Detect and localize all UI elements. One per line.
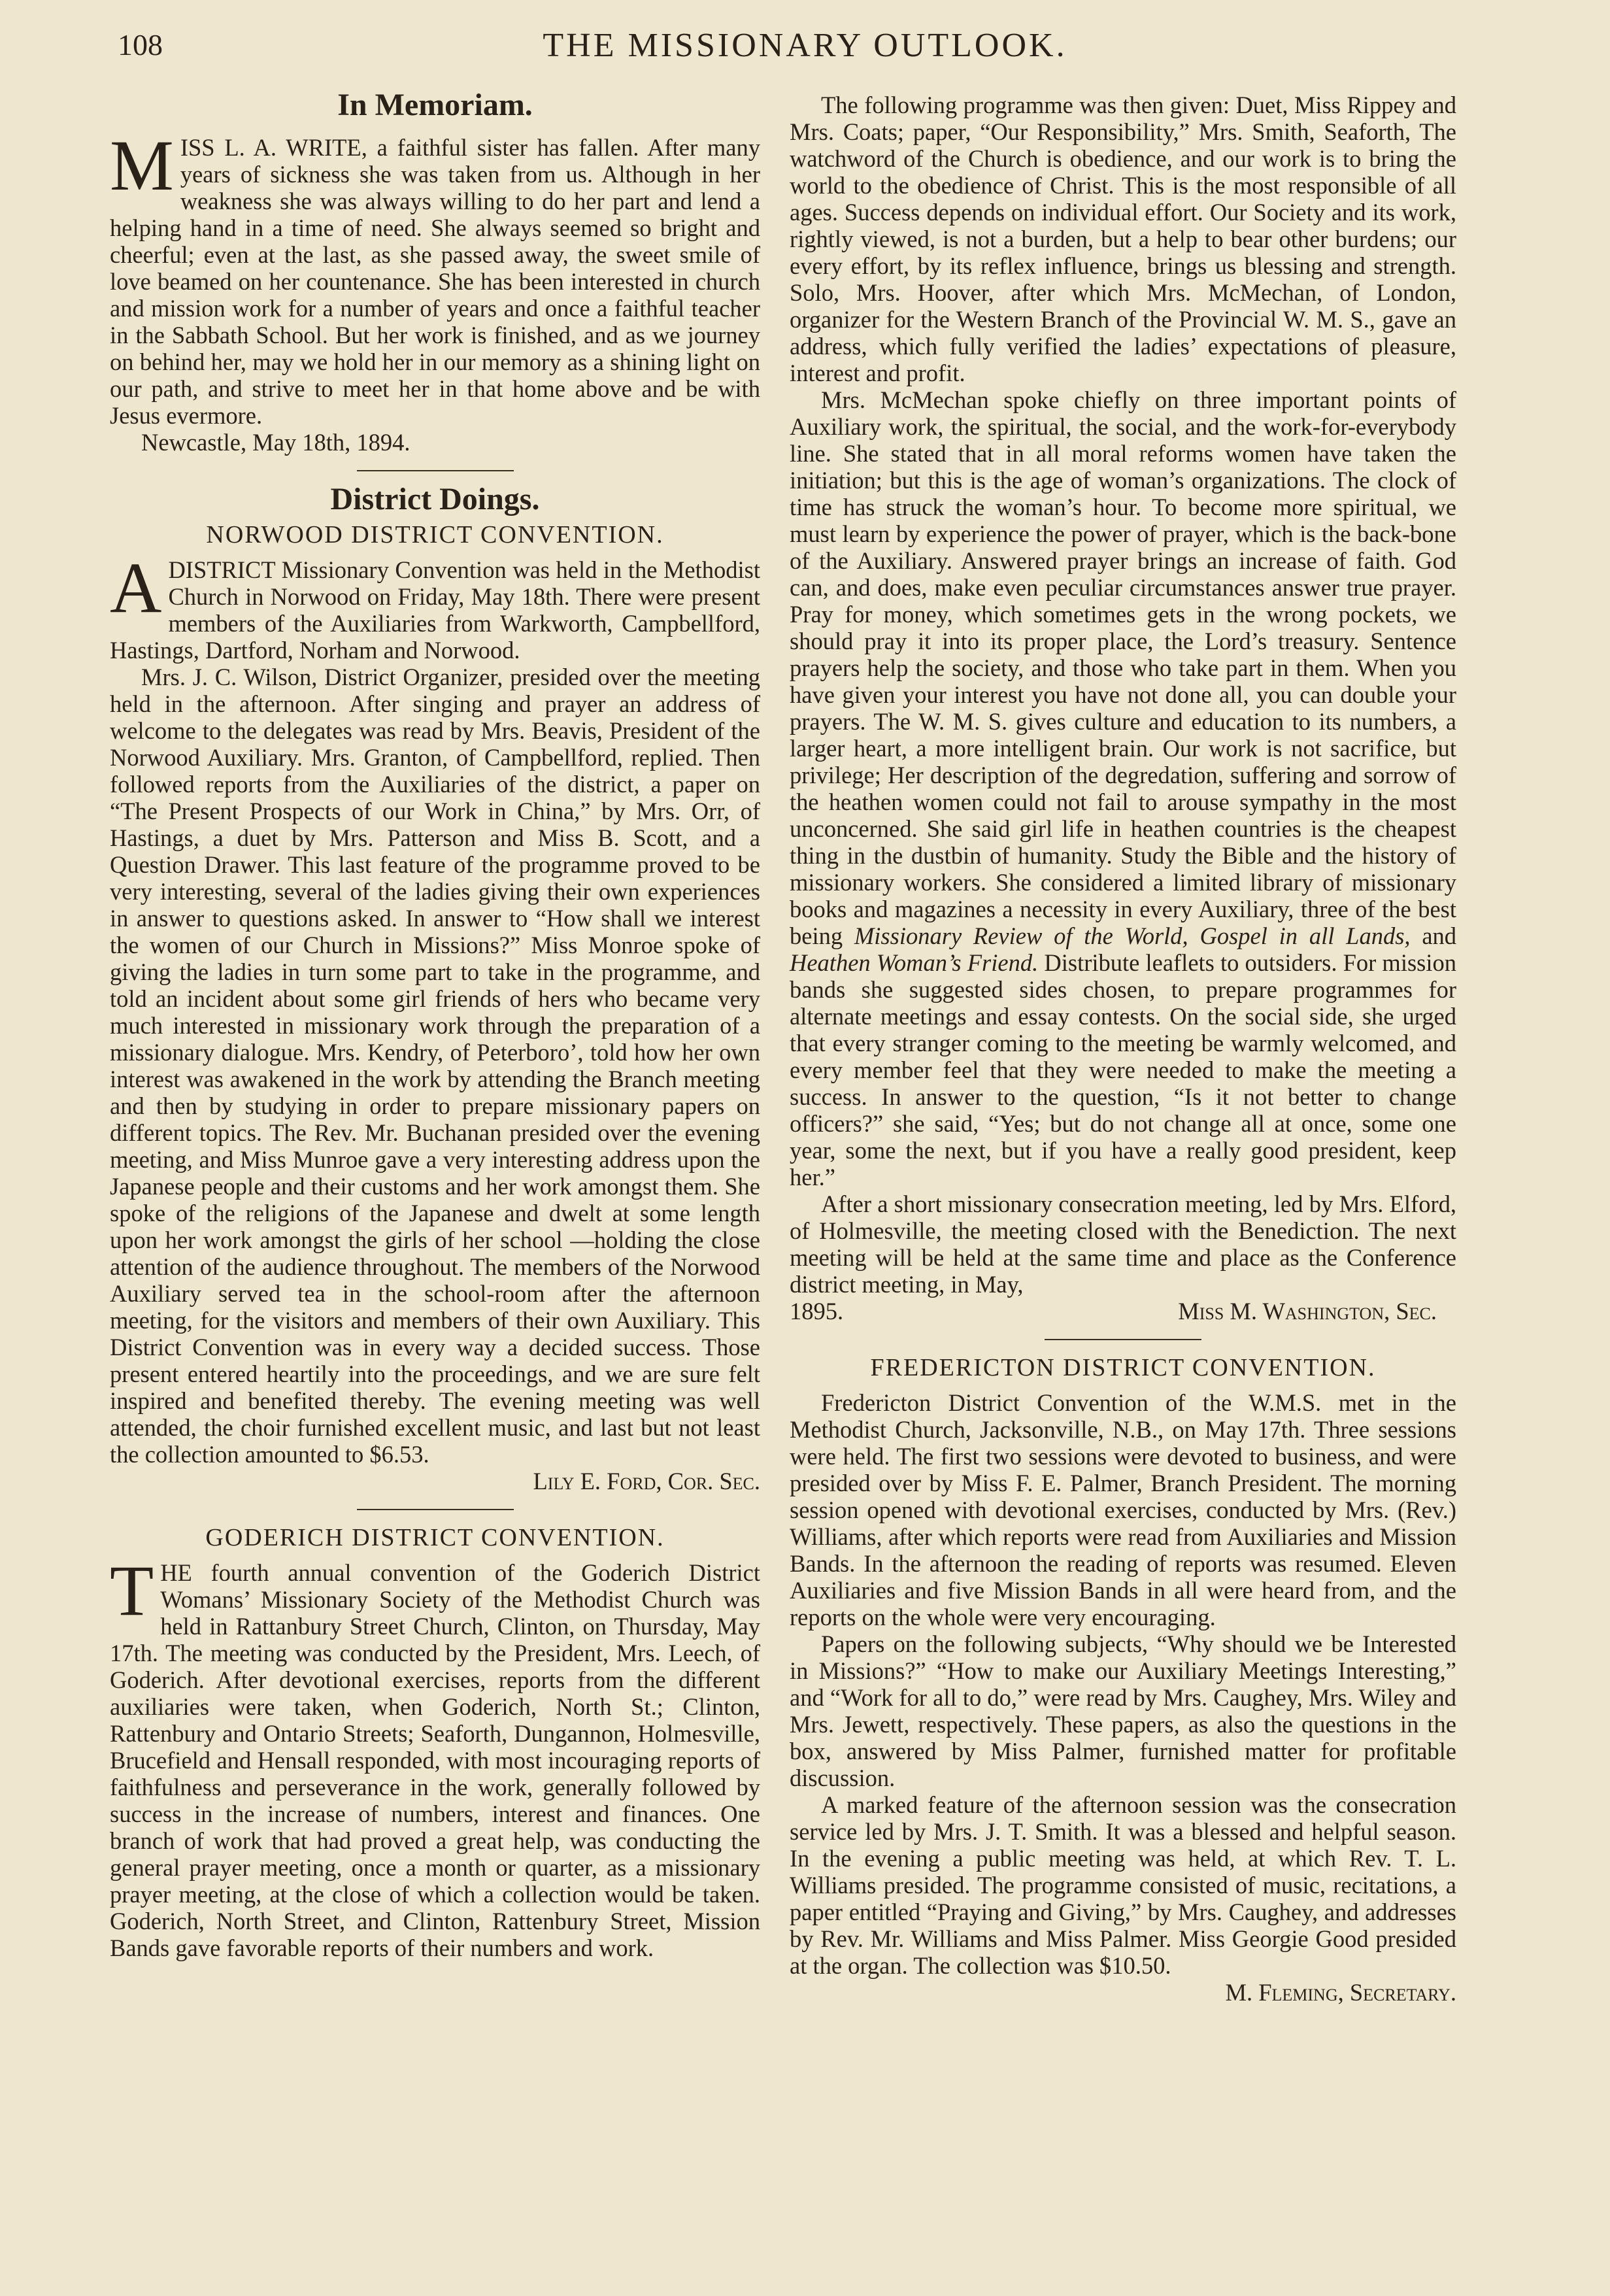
goderich-paragraph: The following programme was then given: Duet, Miss Rippey and Mrs. Coats; paper, “Our Responsibility,” Mrs. Smith, Seaforth, The watchword of the Church is obedience, and our work is to bring the world to the obedience of Christ. This is the most responsible of all ages. Success depends on individual effort. Our Society and its work, rightly viewed, is not a burden, but a help to bear other burdens; our every effort, by its reflex influence, brings us blessing and strength. Solo, Mrs. Hoover, after which Mrs. McMechan, of London, organizer for the Western Branch of the Provincial W. M. S., gave an address, which fully verified the ladies’ expectations of pleasure, interest and profit. xyxy=(790,92,1456,386)
goderich-signature: Miss M. Washington, Sec. xyxy=(1178,1298,1437,1325)
goderich-paragraph: Mrs. McMechan spoke chiefly on three important points of Auxiliary work, the spiritual, the social, and the work-for-everybody line. She stated that in all moral reforms women have taken the initiation; but this is the age of woman’s organizations. The clock of time has struck the woman’s hour. To become more spiritual, we must learn by experience the power of prayer, which is the back-bone of the Auxiliary. Answered prayer brings an increase of faith. God can, and does, make even peculiar circumstances answer true prayer. Pray for money, which sometimes gets in the wrong pockets, we should pray it into its proper place, the Lord’s treasury. Sentence prayers help the society, and those who take part in them. When you have given your interest you have not done all, you can double your prayers. The W. M. S. gives culture and education to its numbers, a larger heart, a more intelligent brain. Our work is not sacrifice, but privilege; Her description of the degredation, suffering and sorrow of the heathen women could not fail to arouse sympathy in the most unconcerned. She said girl life in heathen countries is the cheapest thing in the dustbin of humanity. Study the Bible and the history of missionary workers. She considered a limited library of missionary books and magazines a necessity in every Auxiliary, three of the best being Missionary Review of the World, Gospel in all Lands, and Heathen Woman’s Friend. Distribute leaflets to outsiders. For mission bands she suggested sides chosen, to prepare programmes for alternate meetings and essay contests. On the social side, she urged that every stranger coming to the meeting be warmly welcomed, and every member feel that they were needed to make the meeting a success. In answer to the question, “Is it not better to change officers?” she said, “Yes; but do not change all at once, some one year, some the next, but if you have a really good president, keep her.” xyxy=(790,386,1457,1190)
norwood-paragraph: Mrs. J. C. Wilson, District Organizer, presided over the meeting held in the afternoon. After singing and prayer an address of welcome to the delegates was read by Mrs. Beavis, President of the Norwood Auxiliary. Mrs. Granton, of Campbellford, replied. Then followed reports from the Auxiliaries of the district, a paper on “The Present Prospects of our Work in China,” by Mrs. Orr, of Hastings, a duet by Mrs. Patterson and Miss B. Scott, and a Question Drawer. This last feature of the programme proved to be very interesting, several of the ladies giving their own experiences in answer to questions asked. In answer to “How shall we interest the women of our Church in Missions?” Miss Monroe spoke of giving the ladies in turn some part to take in the programme, and told an incident about some girl friends of hers who became very much interested in missionary work through the preparation of a missionary dialogue. Mrs. Kendry, of Peterboro’, told how her own interest was awakened in the work by attending the Branch meeting and then by studying in order to prepare missionary papers on different topics. The Rev. Mr. Buchanan presided over the evening meeting, and Miss Munroe gave a very interesting address upon the Japanese people and their customs and her work amongst them. She spoke of the religions of the Japanese and dwelt at some length upon her work amongst the girls of her school —holding the close attention of the audience throughout. The members of the Norwood Auxiliary served tea in the school-room after the afternoon meeting, for the visitors and members of their own Auxiliary. This District Convention was in every way a decided success. Those present entered heartily into the proceedings, and we are sure felt inspired and benefited thereby. The evening meeting was well attended, the choir furnished excellent music, and last but not least the collection amounted to $6.53. xyxy=(110,664,760,1468)
memoriam-title: In Memoriam. xyxy=(337,88,533,122)
page-number: 108 xyxy=(118,28,163,61)
fredericton-paragraph: Papers on the following subjects, “Why should we be Interested in Missions?” “How to make our Auxiliary Meetings Interesting,” and “Work for all to do,” were read by Mrs. Caughey, Mrs. Wiley and Mrs. Jewett, respectively. These papers, as also the questions in the box, answered by Miss Palmer, furnished matter for profitable discussion. xyxy=(790,1630,1456,1791)
fredericton-signature: M. Fleming, Secretary. xyxy=(1225,1979,1456,2006)
dropcap: A xyxy=(110,548,162,628)
goderich-signature-line xyxy=(790,1298,1437,1325)
running-title: THE MISSIONARY OUTLOOK. xyxy=(543,27,1067,64)
fredericton-paragraph: A marked feature of the afternoon session was the consecration service led by Mrs. J. T. Smith. It was a blessed and helpful season. In the evening a public meeting was held, at which Rev. T. L. Williams presided. The programme consisted of music, recitations, a paper entitled “Praying and Giving,” by Mrs. Caughey, and addresses by Rev. Mr. Williams and Miss Palmer. Miss Georgie Good presided at the organ. The collection was $10.50. xyxy=(790,1791,1456,1979)
memoriam-dateline: Newcastle, May 18th, 1894. xyxy=(141,429,411,456)
goderich-paragraph: THE fourth annual convention of the Goderich District Womans’ Missionary Society of the Methodist Church was held in Rattanbury Street Church, Clinton, on Thursday, May 17th. The meeting was conducted by the President, Mrs. Leech, of Goderich. After devotional exercises, reports from the different auxiliaries were taken, when Goderich, North St.; Clinton, Rattenbury and Ontario Streets; Seaforth, Dungannon, Holmesville, Brucefield and Hensall responded, with most incouraging reports of faithfulness and perseverance in the work, generally followed by success in the increase of numbers, interest and finances. One branch of work that had proved a great help, was conducting the general prayer meeting, once a month or quarter, as a missionary prayer meeting, at the close of which a collection would be taken. Goderich, North Street, and Clinton, Rattenbury Street, Mission Bands gave favorable reports of their numbers and work. xyxy=(110,1551,760,1961)
memoriam-paragraph: MISS L. A. WRITE, a faithful sister has fallen. After many years of sickness she was taken from us. Although in her weakness she was always willing to do her part and lend a helping hand in a time of need. She always seemed so bright and cheerful; even at the last, as she passed away, the sweet smile of love beamed on her countenance. She has been interested in church and mission work for a number of years and once a faithful teacher in the Sabbath School. But her work is finished, and as we journey on behind her, may we hold her in our memory as a shining light on our path, and strive to meet her in that home above and be with Jesus evermore. xyxy=(110,126,760,429)
norwood-paragraph: ADISTRICT Missionary Convention was held in the Methodist Church in Norwood on Friday, May 18th. There were present members of the Auxiliaries from Warkworth, Campbellford, Hastings, Dartford, Norham and Norwood. xyxy=(110,548,760,664)
magazine-title: Heathen Woman’s Friend. xyxy=(790,949,1039,976)
dropcap: T xyxy=(110,1551,154,1630)
district-doings-title: District Doings. xyxy=(330,482,540,516)
dropcap: M xyxy=(110,126,174,205)
fredericton-heading: FREDERICTON DISTRICT CONVENTION. xyxy=(870,1354,1376,1381)
section-divider xyxy=(357,470,514,471)
fredericton-paragraph: Fredericton District Convention of the W.M.S. met in the Methodist Church, Jacksonville, N.B., on May 17th. Three sessions were held. The first two sessions were devoted to business, and were presided over by Miss F. E. Palmer, Branch President. The morning session opened with devotional exercises, conducted by Mrs. (Rev.) Williams, after which reports were read from Auxiliaries and Mission Bands. In the afternoon the reading of reports was resumed. Eleven Auxiliaries and five Mission Bands in all were heard from, and the reports on the whole were very encouraging. xyxy=(790,1389,1456,1630)
norwood-signature: Lily E. Ford, Cor. Sec. xyxy=(533,1468,760,1494)
right-column xyxy=(790,92,1456,2006)
section-divider xyxy=(357,1509,514,1510)
goderich-year: 1895. xyxy=(790,1298,844,1325)
left-column xyxy=(110,88,760,1961)
magazine-title: Gospel in all Lands, xyxy=(1199,922,1411,949)
magazine-title: Missionary Review of the World, xyxy=(854,922,1188,949)
section-divider xyxy=(1045,1339,1201,1340)
norwood-heading: NORWOOD DISTRICT CONVENTION. xyxy=(206,521,664,549)
goderich-paragraph: After a short missionary consecration meeting, led by Mrs. Elford, of Holmesville, the meeting closed with the Benediction. The next meeting will be held at the same time and place as the Conference district meeting, in May, xyxy=(790,1190,1456,1298)
goderich-heading: GODERICH DISTRICT CONVENTION. xyxy=(205,1524,665,1551)
